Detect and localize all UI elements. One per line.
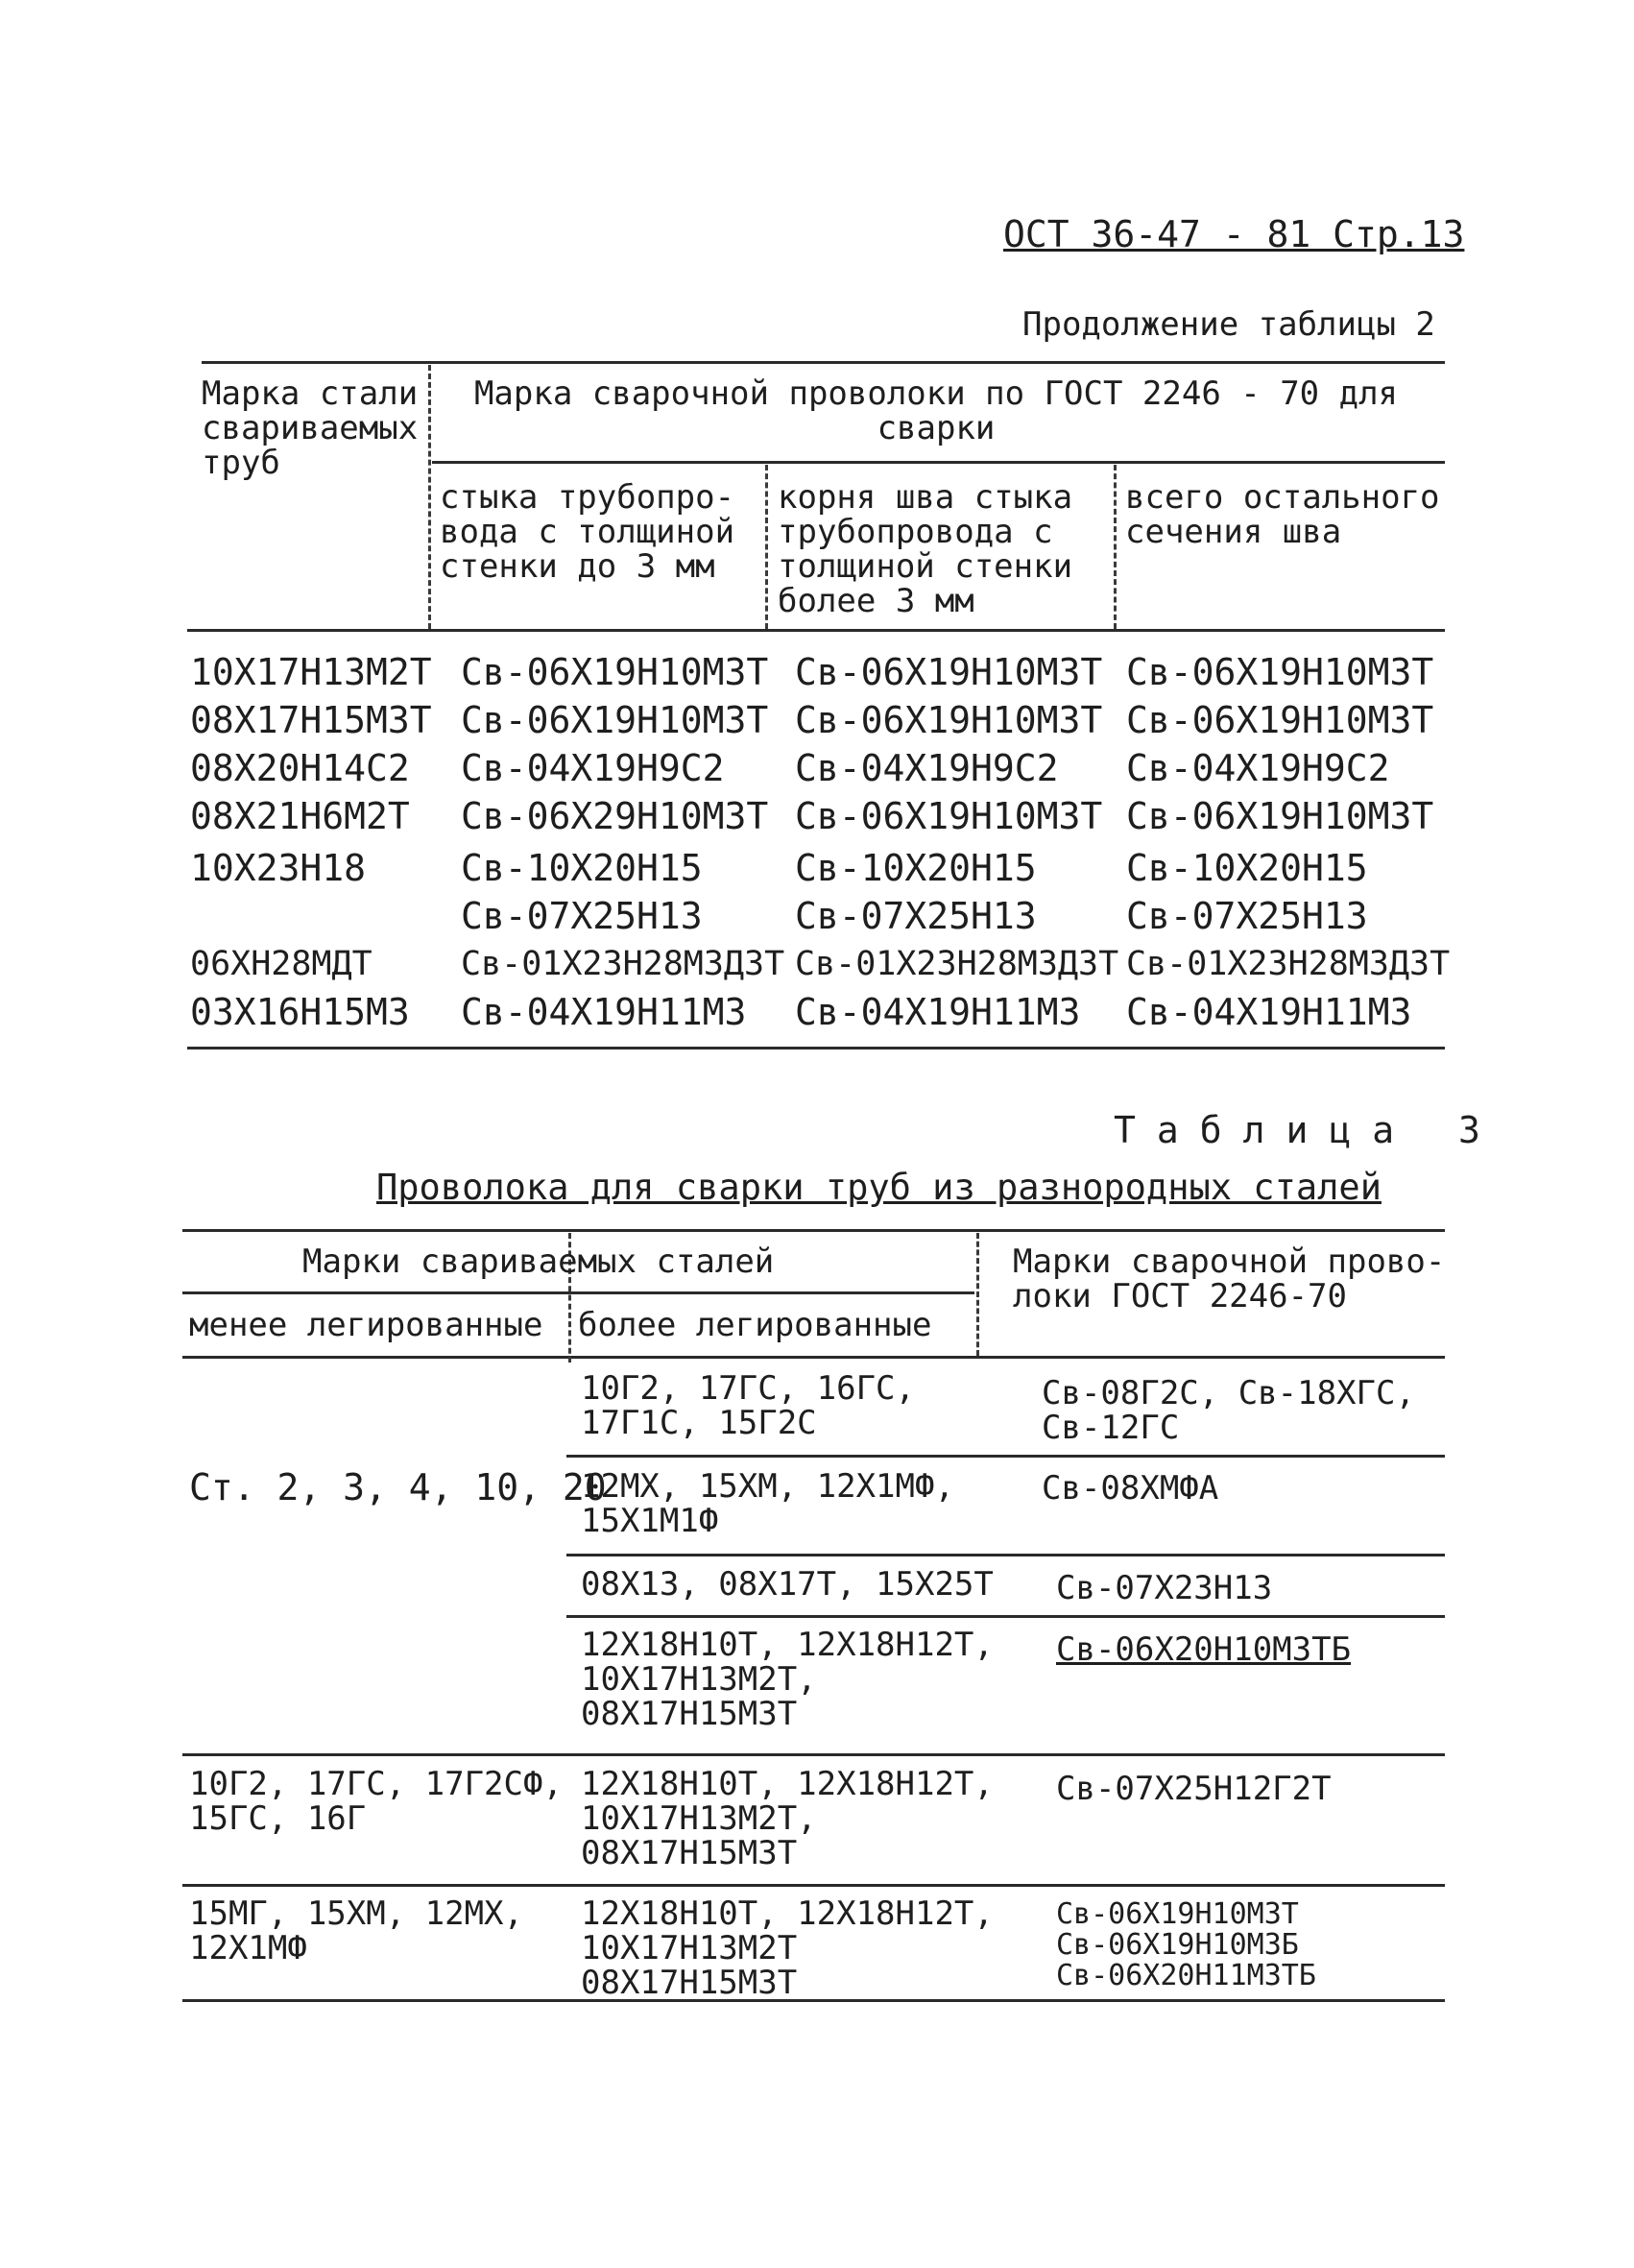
table-2-header-bottom-rule [187,629,1445,632]
table-2-subheader-rule [432,461,1445,464]
steel-grade: 03Х16Н15М3 [190,991,410,1033]
table-3-subrow-rule [566,1554,1445,1556]
subheader-root-weld: корня шва стыка трубопровода с толщиной стенки более 3 мм [778,478,1073,620]
table-2-divider [428,365,431,629]
wire-root: Св-10Х20Н15 [795,847,1037,889]
welding-wire-header: Марка сварочной проволоки по ГОСТ 2246 - 70 для сварки [473,374,1399,447]
steel-grade-header: Марка стали свариваемых труб [202,374,419,482]
less-alloyed-steel: Ст. 2, 3, 4, 10, 20 [189,1466,607,1508]
wire-thin-wall: Св-04Х19Н9С2 [461,747,725,789]
table-3-subrow-rule [566,1615,1445,1618]
wire-rest: Св-06Х19Н10М3Т [1126,651,1434,693]
welding-wire: Св-07Х23Н13 [1056,1569,1273,1607]
steel-grade: 10Х17Н13М2Т [190,651,432,693]
less-alloyed-steel: 10Г2, 17ГС, 17Г2СФ, 15ГС, 16Г [189,1765,563,1838]
table-3-title: Проволока для сварки труб из разнородных сталей [376,1167,1382,1208]
subheader-rest-of-section: всего остального сечения шва [1125,478,1440,551]
table-3-top-rule [182,1229,1445,1232]
steel-grade: 08Х20Н14С2 [190,747,410,789]
steel-grade: 10Х23Н18 [190,847,367,889]
welding-wire: Св-08Г2С, Св-18ХГС, Св-12ГС [1042,1374,1415,1447]
wire-rest: Св-10Х20Н15 [1126,847,1368,889]
steel-grade: 08Х21Н6М2Т [190,795,410,837]
table-3-subheader-rule [182,1291,974,1294]
wire-rest: Св-06Х19Н10М3Т [1126,699,1434,741]
table-3-group-rule [182,1884,1445,1887]
wire-grade-header: Марки сварочной прово- локи ГОСТ 2246-70 [1013,1243,1446,1315]
table-2-bottom-rule [187,1047,1445,1050]
wire-thin-wall: Св-06Х19Н10М3Т [461,699,769,741]
table-2-divider [1114,465,1117,629]
wire-root: Св-01Х23Н28М3Д3Т [795,945,1119,983]
more-alloyed-steel: 10Г2, 17ГС, 16ГС, 17Г1С, 15Г2С [581,1369,915,1442]
less-alloyed-steel: 15МГ, 15ХМ, 12МХ, 12Х1МФ [189,1894,523,1967]
welding-wire: Св-08ХМФА [1042,1469,1219,1508]
wire-root: Св-04Х19Н9С2 [795,747,1059,789]
more-alloyed-steel: 12Х18Н10Т, 12Х18Н12Т, 10Х17Н13М2Т, 08Х17Н15М3Т [581,1765,994,1872]
welding-wire: Св-06Х20Н10М3ТБ [1056,1630,1352,1669]
wire-rest: Св-04Х19Н9С2 [1126,747,1390,789]
wire-rest: Св-06Х19Н10М3Т [1126,795,1434,837]
table-3-subrow-rule [566,1455,1445,1458]
wire-thin-wall: Св-10Х20Н15 [461,847,703,889]
wire-root: Св-06Х19Н10М3Т [795,651,1103,693]
wire-root: Св-04Х19Н11М3 [795,991,1081,1033]
table-3-label: Таблица 3 [1114,1109,1502,1151]
wire-rest: Св-01Х23Н28М3Д3Т [1126,945,1451,983]
steels-header: Марки свариваемых сталей [302,1243,775,1281]
more-alloyed-header: более легированные [578,1306,932,1344]
table-2-divider [765,465,768,629]
more-alloyed-steel: 08Х13, 08Х17Т, 15Х25Т [581,1565,994,1604]
wire-rest: Св-04Х19Н11М3 [1126,991,1412,1033]
more-alloyed-steel: 12Х18Н10Т, 12Х18Н12Т, 10Х17Н13М2Т, 08Х17Н15М3Т [581,1626,994,1733]
wire-thin-wall: Св-06Х29Н10М3Т [461,795,769,837]
more-alloyed-steel: 12Х18Н10Т, 12Х18Н12Т, 10Х17Н13М2Т 08Х17Н15М3Т [581,1894,994,2002]
steel-grade: 08Х17Н15М3Т [190,699,432,741]
wire-thin-wall: Св-06Х19Н10М3Т [461,651,769,693]
wire-thin-wall: Св-04Х19Н11М3 [461,991,747,1033]
table-3-header-bottom-rule [182,1356,1445,1359]
welding-wire: Св-06Х19Н10М3Т Св-06Х19Н10М3Б Св-06Х20Н11М3ТБ [1056,1897,1316,1992]
wire-root: Св-06Х19Н10М3Т [795,795,1103,837]
table-3-divider [976,1233,979,1356]
subheader-joint-thin-wall: стыка трубопро- вода с толщиной стенки до 3 мм [440,478,735,586]
steel-grade: 06ХН28МДТ [190,945,372,983]
table-2-top-rule [202,361,1445,364]
welding-wire: Св-07Х25Н12Г2Т [1056,1770,1332,1808]
wire-thin-wall: Св-01Х23Н28М3Д3Т [461,945,785,983]
wire-root: Св-07Х25Н13 [795,895,1037,937]
wire-rest: Св-07Х25Н13 [1126,895,1368,937]
less-alloyed-header: менее легированные [189,1306,543,1344]
wire-thin-wall: Св-07Х25Н13 [461,895,703,937]
more-alloyed-steel: 12МХ, 15ХМ, 12Х1МФ, 15Х1М1Ф [581,1467,954,1540]
table-continuation-label: Продолжение таблицы 2 [1022,305,1435,344]
document-reference: ОСТ 36-47 - 81 Стр.13 [1003,213,1465,255]
wire-root: Св-06Х19Н10М3Т [795,699,1103,741]
table-3-group-rule [182,1753,1445,1756]
